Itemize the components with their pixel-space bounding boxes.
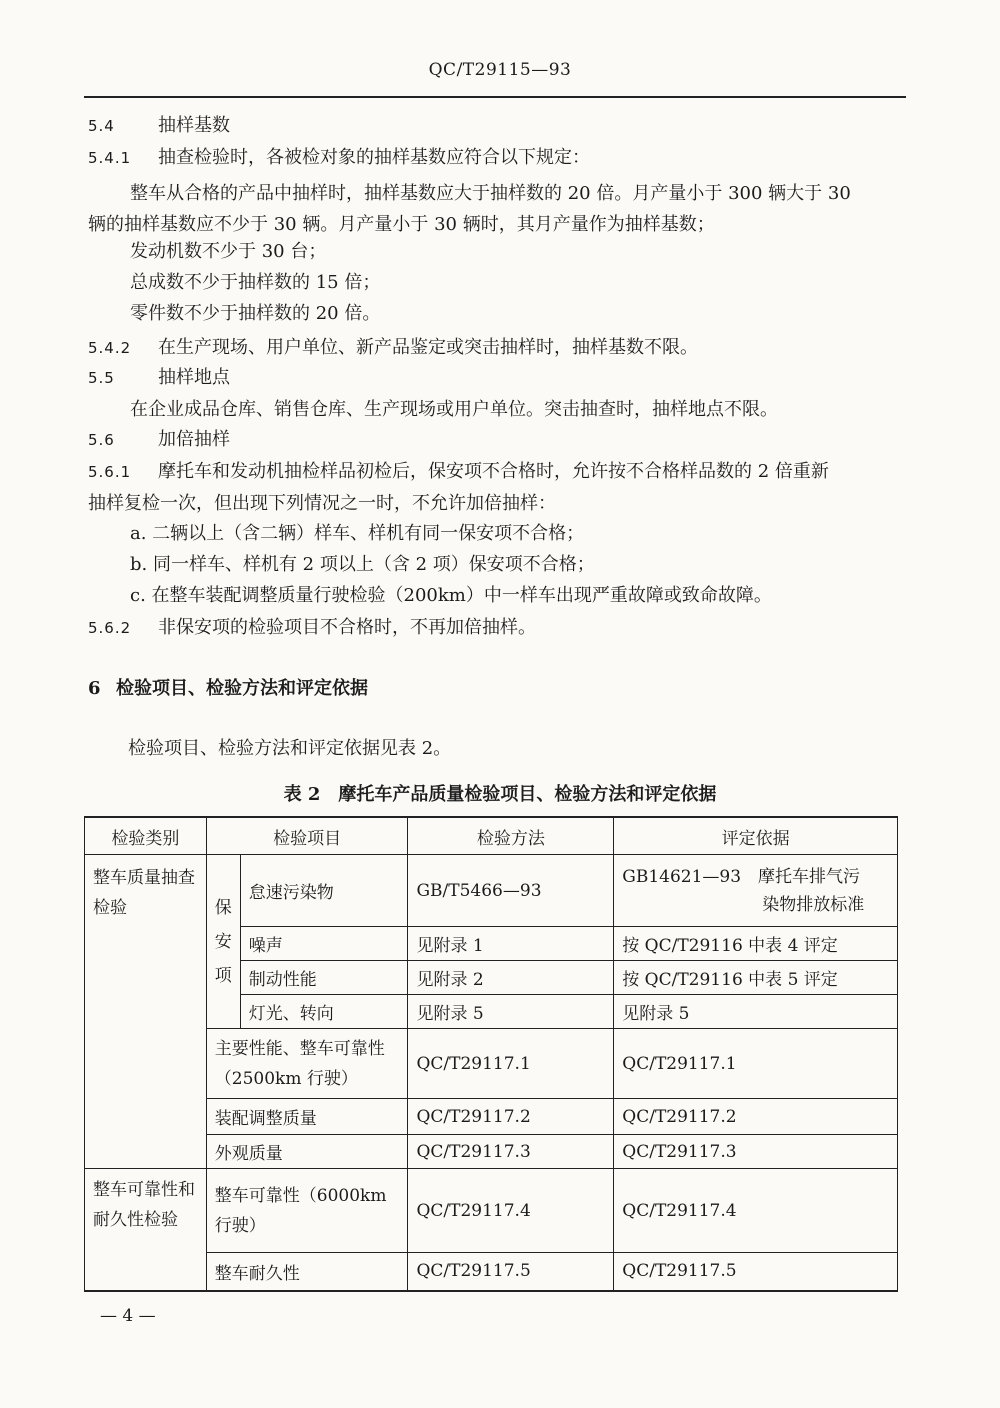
table-row [85,1099,898,1135]
item-cell: 主要性能、整车可靠性（2500km 行驶） [206,1029,408,1099]
paragraph-line: 在企业成品仓库、销售仓库、生产现场或用户单位。突击抽查时，抽样地点不限。 [130,399,778,420]
method-cell: QC/T29117.4 [408,1169,614,1253]
method-cell: 见附录 2 [408,961,614,995]
category-cell: 整车可靠性和耐久性检验 [85,1169,207,1291]
basis-cell: QC/T29117.4 [614,1169,898,1253]
header-item: 检验项目 [206,817,408,855]
table-row [85,1135,898,1169]
basis-cell: GB14621—93 摩托车排气污 染物排放标准 [614,855,898,927]
basis-cell: 按 QC/T29116 中表 4 评定 [614,927,898,961]
inspection-table [84,816,898,1292]
method-cell: 见附录 5 [408,995,614,1029]
method-cell: QC/T29117.5 [408,1253,614,1291]
header-method: 检验方法 [408,817,614,855]
section-5-4-1: 5.4.1 抽查检验时，各被检对象的抽样基数应符合以下规定： [88,147,590,168]
table-header-row [85,817,898,855]
basis-cell: 按 QC/T29116 中表 5 评定 [614,961,898,995]
section-5-4-2: 5.4.2 在生产现场、用户单位、新产品鉴定或突击抽样时，抽样基数不限。 [88,337,698,358]
item-cell: 噪声 [240,927,408,961]
list-item: c. 在整车装配调整质量行驶检验（200km）中一样车出现严重故障或致命故障。 [130,585,772,606]
item-cell: 外观质量 [206,1135,408,1169]
section-5-6-2: 5.6.2 非保安项的检验项目不合格时，不再加倍抽样。 [88,617,536,638]
table-row [85,1253,898,1291]
header-basis: 评定依据 [614,817,898,855]
section-5-5: 5.5 抽样地点 [88,367,230,388]
list-item: a. 二辆以上（含二辆）样车、样机有同一保安项不合格； [130,523,585,544]
safety-label: 保 安 项 [206,855,240,1029]
item-cell: 灯光、转向 [240,995,408,1029]
paragraph-line: 发动机数不少于 30 台； [130,241,327,262]
item-cell: 整车耐久性 [206,1253,408,1291]
item-cell: 整车可靠性（6000km 行驶） [206,1169,408,1253]
method-cell: QC/T29117.3 [408,1135,614,1169]
header-rule [84,96,906,98]
paragraph-line: 总成数不少于抽样数的 15 倍； [130,272,381,293]
document-code: QC/T29115—93 [428,60,572,80]
method-cell: GB/T5466—93 [408,855,614,927]
section-6-intro: 检验项目、检验方法和评定依据见表 2。 [128,738,452,759]
method-cell: QC/T29117.1 [408,1029,614,1099]
category-cell: 整车质量抽查检验 [85,855,207,1169]
paragraph-line: 整车从合格的产品中抽样时，抽样基数应大于抽样数的 20 倍。月产量小于 300 辆大于 30 [130,183,851,204]
basis-cell: QC/T29117.2 [614,1099,898,1135]
header-category: 检验类别 [85,817,207,855]
basis-cell: QC/T29117.5 [614,1253,898,1291]
paragraph-line: 零件数不少于抽样数的 20 倍。 [130,303,381,324]
basis-cell: 见附录 5 [614,995,898,1029]
item-cell: 装配调整质量 [206,1099,408,1135]
method-cell: QC/T29117.2 [408,1099,614,1135]
table-caption: 表 2 摩托车产品质量检验项目、检验方法和评定依据 [283,784,717,805]
item-cell: 怠速污染物 [240,855,408,927]
table-row [85,1029,898,1099]
section-5-4: 5.4 抽样基数 [88,115,230,136]
basis-cell: QC/T29117.3 [614,1135,898,1169]
basis-cell: QC/T29117.1 [614,1029,898,1099]
section-5-6-1: 5.6.1 摩托车和发动机抽检样品初检后，保安项不合格时，允许按不合格样品数的 2 倍重新 [88,461,829,482]
paragraph-line: 辆的抽样基数应不少于 30 辆。月产量小于 30 辆时，其月产量作为抽样基数； [88,214,715,235]
table-row [85,855,898,927]
section-6-heading: 6 检验项目、检验方法和评定依据 [88,678,368,699]
table-row [85,1169,898,1253]
item-cell: 制动性能 [240,961,408,995]
page-number: — 4 — [100,1306,156,1326]
paragraph-line: 抽样复检一次，但出现下列情况之一时，不允许加倍抽样： [88,493,556,514]
list-item: b. 同一样车、样机有 2 项以上（含 2 项）保安项不合格； [130,554,595,575]
section-5-6: 5.6 加倍抽样 [88,429,230,450]
method-cell: 见附录 1 [408,927,614,961]
